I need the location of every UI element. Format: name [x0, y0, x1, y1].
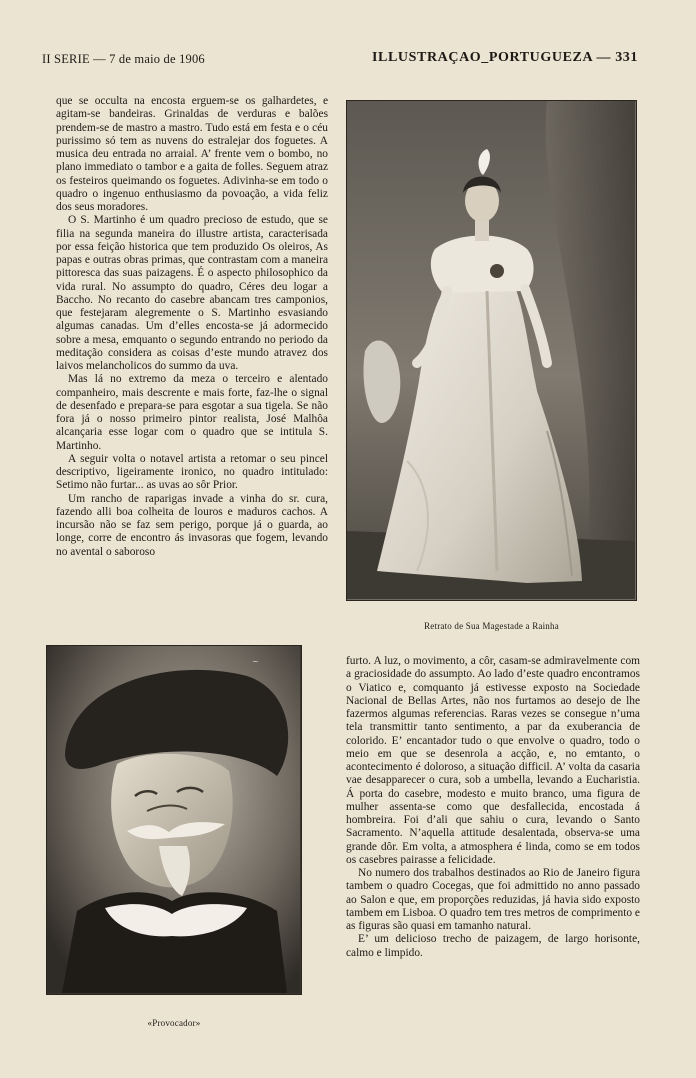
paragraph: que se occulta na encosta erguem-se os galhardetes, e agitam-se bandeiras. Grinaldas de verduras e balões prendem-se de mastro a mastro. Tudo está em festa e o céu purissimo só tem as nuvens do estralejar dos foguetes. A musica deu entrada no arraial. A’ frente vem o bombo, no plano immediato o tambor e a gaita de folles. Seguem atraz os festeiros queimando os foguetes. Adivinha-se em todo o quadro o ingenuo enthusiasmo da povoação, a vida feliz dos seus moradores.: [56, 95, 328, 213]
provocador-portrait-illustration: [47, 646, 300, 993]
provocador-portrait-image: [46, 645, 302, 995]
paragraph: Um rancho de raparigas invade a vinha do sr. cura, fazendo alli boa colheita de louros e maduros cachos. A incursão não se faz sem perigo, porque já o guarda, ao longe, corre de encontro ás invasoras que fogem, levando no avental o saboroso: [56, 492, 328, 558]
queen-portrait-caption: Retrato de Sua Magestade a Rainha: [424, 621, 559, 631]
magazine-title-page-number: ILLUSTRAÇAO_PORTUGUEZA — 331: [371, 50, 638, 65]
paragraph: A seguir volta o notavel artista a retomar o seu pincel descriptivo, ligeiramente ironico, no quadro intitulado: Setimo não furtar... as uvas ao sôr Prior.: [56, 452, 328, 492]
paragraph: E’ um delicioso trecho de paizagem, de largo horisonte, calmo e limpido.: [346, 933, 640, 959]
issue-date: II SERIE — 7 de maio de 1906: [42, 52, 205, 66]
paragraph: O S. Martinho é um quadro precioso de estudo, que se filia na segunda maneira do illustre artista, caracterisada por essa feição historica que tem produzido Os oleiros, As papas e outras obras primas, que contrastam com a maneira pittoresca das suas paizagens. É o aspecto philosophico da vida rural. No assumpto do quadro, Céres deu logar a Baccho. No recanto do casebre abancam tres camponios, que festejaram alegremente o S. Martinho esvasiando algumas canadas. Um d’elles encosta-se já adormecido sobre a mesa, emquanto o segundo entrando no periodo da meditação considera as coisas d’este mundo atravez dos laivos melancholicos do summo da uva.: [56, 214, 328, 372]
article-column-left: [56, 95, 328, 625]
provocador-caption: «Provocador»: [147, 1018, 201, 1028]
artist-signature: ~: [252, 657, 259, 666]
article-column-right: [346, 655, 640, 1045]
paragraph: furto. A luz, o movimento, a côr, casam-se admiravelmente com a graciosidade do assumpto. Ao lado d’este quadro encontramos o Viatico e, comquanto já estivesse exposto na Sociedade Nacional de Bellas Artes, não nos furtamos ao desejo de lhe fazermos algumas referencias. Raras vezes se consegue n’uma tela transmittir tanto sentimento, a par da exuberancia de colorido. E’ encantador tudo o que envolve o quadro, todo o meio em que se desenrola a acção, e, no emtanto, o acontecimento é doloroso, a situação difficil. A’ volta da casaria vae desapparecer o cura, sob a umbella, levando a Eucharistia. Á porta do casebre, modesto e muito branco, uma figura de mulher assenta-se como que desfallecida, encostada á hombreira. Foi d’ali que sahiu o cura, levando o Santo Sacramento. N’aquella attitude desalentada, observa-se uma grande dôr. Em volta, a atmosphera é linda, como se em todos os casebres pairasse a felicidade.: [346, 655, 640, 866]
queen-portrait-illustration: [347, 101, 635, 599]
page-header: [0, 50, 696, 72]
paragraph: No numero dos trabalhos destinados ao Rio de Janeiro figura tambem o quadro Cocegas, que foi admittido no anno passado ao Salon e que, em proporções reduzidas, já havia sido exposto tambem em Lisboa. O quadro tem tres metros de comprimento e as figuras são quasi em tamanho natural.: [346, 867, 640, 932]
paragraph: Mas lá no extremo da meza o terceiro e alentado companheiro, mais descrente e mais forte, faz-lhe o signal de desenfado e prepara-se para esgotar a sua tigela. Se não fora já o nosso primeiro pintor realista, José Malhôa alcançaria esse logar com o quadro que se intitula S. Martinho.: [56, 373, 328, 452]
queen-portrait-image: [346, 100, 637, 601]
